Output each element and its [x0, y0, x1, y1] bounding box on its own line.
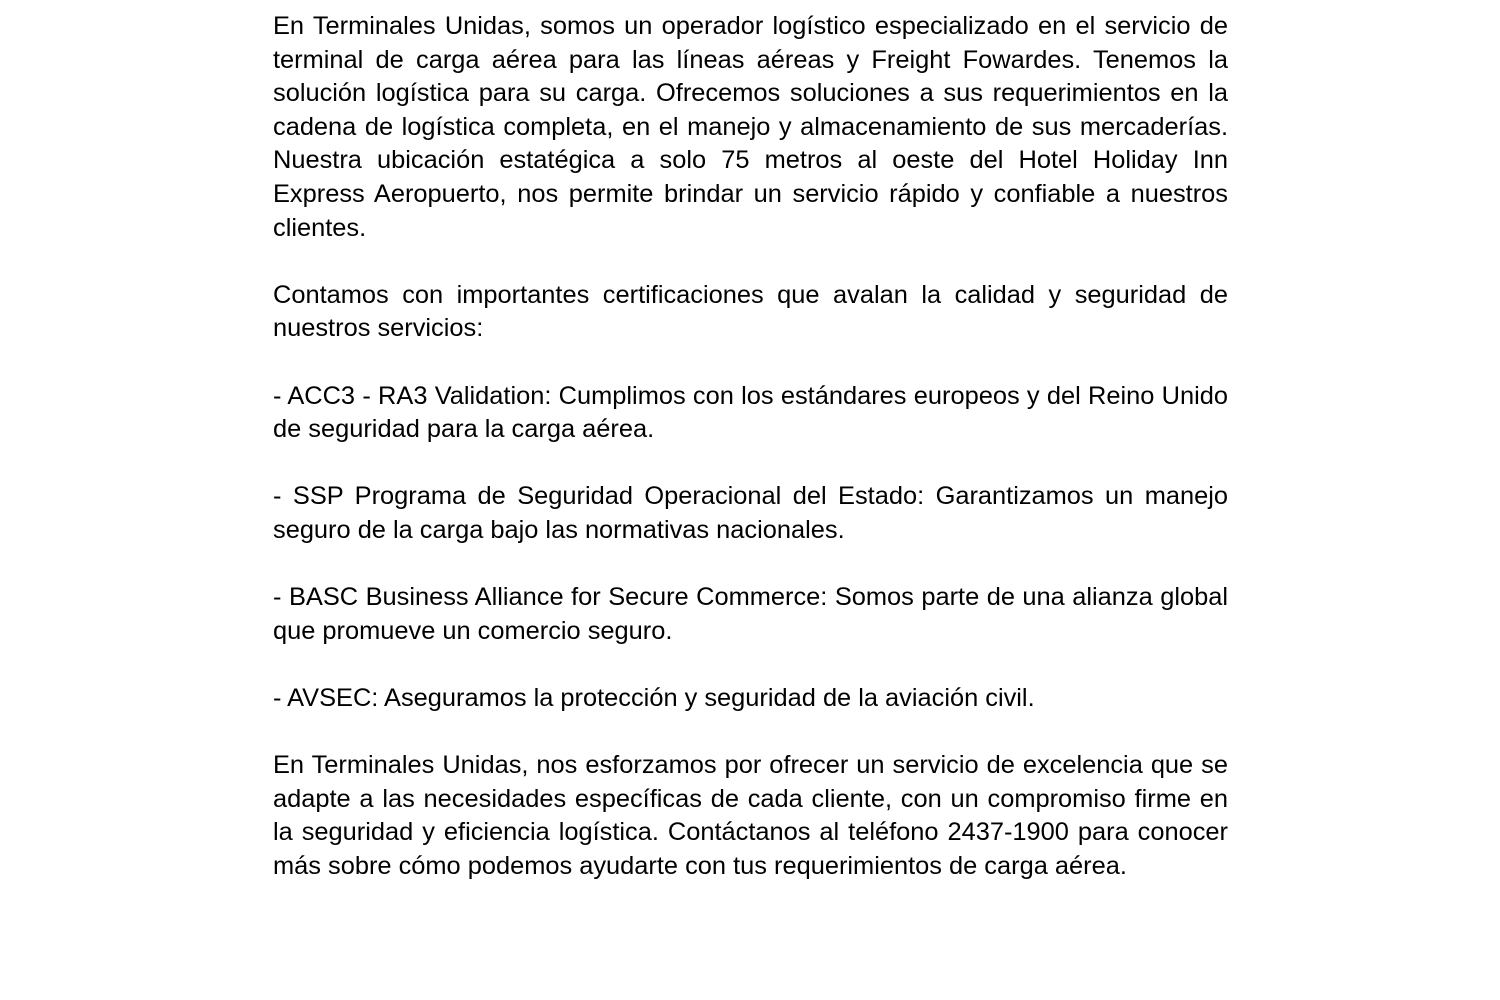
document-body: [273, 10, 1228, 883]
certification-basc: - BASC Business Alliance for Secure Commerce: Somos parte de una alianza global que promueve un comercio seguro.: [273, 583, 1228, 645]
intro-paragraph: En Terminales Unidas, somos un operador logístico especializado en el servicio de terminal de carga aérea para las líneas aéreas y Freight Fowardes. Tenemos la solución logística para su carga. Ofrecemos soluciones a sus requerimientos en la cadena de logística completa, en el manejo y almacenamiento de sus mercaderías. Nuestra ubicación estatégica a solo 75 metros al oeste del Hotel Holiday Inn Express Aeropuerto, nos permite brindar un servicio rápido y confiable a nuestros clientes.: [273, 12, 1228, 242]
certifications-intro: Contamos con importantes certificaciones que avalan la calidad y seguridad de nuestros servicios:: [273, 280, 1228, 343]
certification-ssp: - SSP Programa de Seguridad Operacional del Estado: Garantizamos un manejo seguro de la carga bajo las normativas nacionales.: [273, 482, 1228, 544]
certification-acc3: - ACC3 - RA3 Validation: Cumplimos con los estándares europeos y del Reino Unido de seguridad para la carga aérea.: [273, 381, 1228, 444]
closing-paragraph: En Terminales Unidas, nos esforzamos por ofrecer un servicio de excelencia que se adapte a las necesidades específicas de cada cliente, con un compromiso firme en la seguridad y eficiencia logística. Contáctanos al teléfono 2437-1900 para conocer más sobre cómo podemos ayudarte con tus requerimientos de carga aérea.: [273, 751, 1228, 880]
certification-avsec: - AVSEC: Aseguramos la protección y seguridad de la aviación civil.: [273, 683, 1035, 712]
